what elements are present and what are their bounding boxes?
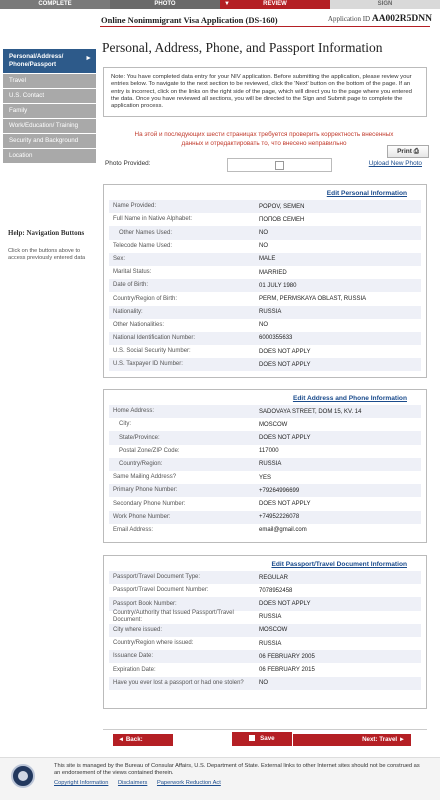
footer-link-paperwork[interactable]: Paperwork Reduction Act [156,780,221,786]
field-value: +79264996699 [259,487,300,494]
field-value: MOSCOW [259,627,288,634]
field-value: RUSSIA [259,461,282,468]
save-icon [249,735,255,741]
sidebar-item-label: Personal/Address/ Phone/Passport [9,53,64,68]
field-label: Email Address: [113,526,154,533]
personal-rows [109,200,421,371]
field-label: Country/Region where issued: [113,640,194,647]
table-row [109,511,421,524]
application-id [328,14,432,24]
table-row [109,650,421,663]
field-value: 6000355633 [259,335,293,342]
russian-instruction: На этой и последующих шести страницах требуется проверить корректность внесенных данных и отредактировать то, что внесено неправильно [134,131,394,147]
step-sign: SIGN [330,0,440,9]
progress-bar [0,0,440,9]
field-value: MOSCOW [259,421,288,428]
field-label: U.S. Taxpayer ID Number: [113,361,183,368]
department-seal-icon [11,764,35,788]
sidebar-item-work-education[interactable]: Work/Education/ Training [3,119,96,134]
field-label: Home Address: [113,408,155,415]
field-value: MARRIED [259,269,287,276]
field-value: 06 FEBRUARY 2015 [259,666,315,673]
field-label: Passport/Travel Document Number: [113,587,209,594]
photo-preview [227,158,332,172]
field-label: Postal Zone/ZIP Code: [119,447,180,454]
field-label: Issuance Date: [113,653,154,660]
app-title: Online Nonimmigrant Visa Application (DS-160) [101,15,278,25]
table-row [109,292,421,305]
field-value: DOES NOT APPLY [259,361,311,368]
table-row [109,431,421,444]
edit-passport-link[interactable]: Edit Passport/Travel Document Information [271,561,407,568]
field-value: 06 FEBRUARY 2005 [259,653,315,660]
sidebar-nav [3,49,96,164]
footer-links [54,780,229,786]
field-label: Work Phone Number: [113,513,171,520]
print-button[interactable] [387,145,429,158]
upload-new-photo-link[interactable]: Upload New Photo [368,160,422,167]
address-rows [109,405,421,537]
edit-personal-link[interactable]: Edit Personal Information [326,190,407,197]
field-value: RUSSIA [259,309,282,316]
field-label: Country/Region of Birth: [113,295,178,302]
table-row [109,405,421,418]
field-label: Secondary Phone Number: [113,500,186,507]
step-complete: COMPLETE [0,0,110,9]
table-row [109,240,421,253]
table-row [109,253,421,266]
table-row [109,226,421,239]
application-id-label: Application ID [327,15,371,23]
printer-icon: ⎙ [413,148,419,155]
field-label: Primary Phone Number: [113,487,178,494]
step-photo: PHOTO [110,0,220,9]
field-label: Other Nationalities: [113,321,165,328]
field-value: MALE [259,256,276,263]
field-label: Telecode Name Used: [113,242,173,249]
address-section [103,389,427,543]
field-value: SADOVAYA STREET, DOM 15, KV. 14 [259,408,362,415]
table-row [109,663,421,676]
table-row [109,484,421,497]
field-value: NO [259,229,268,236]
field-value: DOES NOT APPLY [259,348,311,355]
application-id-value: AA002R5DNN [371,14,432,24]
broken-image-icon [275,161,284,170]
chevron-right-icon: ► [85,55,92,62]
sidebar-item-us-contact[interactable]: U.S. Contact [3,89,96,104]
step-review [220,0,330,9]
field-value: 117000 [259,448,279,455]
field-label: U.S. Social Security Number: [113,348,191,355]
table-row [109,213,421,226]
footer-link-copyright[interactable]: Copyright Information [54,780,109,786]
field-label: Sex: [113,255,126,262]
table-row [109,445,421,458]
field-value: DOES NOT APPLY [259,434,311,441]
field-label: Other Names Used: [119,229,173,236]
save-label: Save [260,735,275,742]
field-label: Same Mailing Address? [113,474,177,481]
field-value: REGULAR [259,574,289,581]
table-row [109,624,421,637]
footer-text: This site is managed by the Bureau of Consular Affairs, U.S. Department of State. External links to other Internet sites should not be construed as an endorsement of the views contained therein. [54,763,420,776]
bottom-navigation [103,729,427,753]
field-label: Country/Region: [119,460,163,467]
field-label: National Identification Number: [113,335,196,342]
field-value: PERM, PERMSKAYA OBLAST, RUSSIA [259,295,367,302]
table-row [109,611,421,624]
field-label: City: [119,421,131,428]
page-title: Personal, Address, Phone, and Passport Information [102,40,383,55]
help-text: Click on the buttons above to access previously entered data [8,248,86,261]
passport-rows [109,571,421,690]
sidebar-item-personal[interactable] [3,49,96,74]
footer [0,757,440,800]
table-row [109,524,421,537]
table-row [109,597,421,610]
table-row [109,497,421,510]
review-note: Note: You have completed data entry for your NIV application. Before submitting the application, please review your entries below. To navigate to the next section to be reviewed, click the 'Next' button on the bottom of the page. If an entry is incorrect, click on the links on the right side of the page, which will direct you to the page where you entered the data. Once you have reviewed all sections, you will be directed to the Sign and Submit page to complete the application process. [103,67,427,117]
table-row [109,319,421,332]
table-row [109,306,421,319]
field-value: POPOV, SEMEN [259,203,305,210]
field-label: Name Provided: [113,203,157,210]
field-label: Country/Authority that Issued Passport/Travel Document: [113,610,234,624]
table-row [109,358,421,371]
table-row [109,471,421,484]
field-label: Passport Book Number: [113,600,177,607]
field-label: Have you ever lost a passport or had one stolen? [113,679,244,686]
print-label: Print [397,148,412,155]
table-row [109,637,421,650]
table-row [109,332,421,345]
field-value: NO [259,243,268,250]
photo-provided-label: Photo Provided: [105,160,151,167]
next-button[interactable]: Next: Travel ► [293,734,411,746]
table-row [109,677,421,690]
field-value: +74952226078 [259,514,300,521]
field-label: Nationality: [113,308,143,315]
sidebar-item-security[interactable]: Security and Background [3,134,96,149]
field-value: email@gmail.com [259,527,307,534]
field-label: City where issued: [113,626,163,633]
personal-section [103,184,427,378]
field-value: NO [259,322,268,329]
field-value: RUSSIA [259,640,282,647]
field-value: ПОПОВ СЕМЕН [259,216,305,223]
field-label: Passport/Travel Document Type: [113,574,201,581]
field-value: 7078952458 [259,587,293,594]
field-value: DOES NOT APPLY [259,500,311,507]
table-row [109,571,421,584]
sidebar-item-travel[interactable]: Travel [3,74,96,89]
table-row [109,266,421,279]
sidebar-item-family[interactable]: Family [3,104,96,119]
field-value: NO [259,680,268,687]
field-value: DOES NOT APPLY [259,600,311,607]
field-label: Marital Status: [113,269,152,276]
current-step-arrow-icon: ▼ [224,1,230,7]
field-value: 01 JULY 1980 [259,282,297,289]
field-label: State/Province: [119,434,160,441]
field-value: YES [259,474,272,481]
table-row [109,200,421,213]
step-review-label: REVIEW [263,1,287,7]
header-divider [100,26,430,27]
table-row [109,458,421,471]
edit-address-link[interactable]: Edit Address and Phone Information [292,395,407,402]
footer-link-disclaimers[interactable]: Disclaimers [117,780,148,786]
table-row [109,279,421,292]
table-row [109,345,421,358]
back-button[interactable]: ◄ Back: [113,734,173,746]
save-button[interactable] [232,732,292,746]
passport-section [103,555,427,709]
table-row [109,418,421,431]
field-label: Expiration Date: [113,666,156,673]
field-label: Full Name in Native Alphabet: [113,216,193,223]
help-title: Help: Navigation Buttons [8,229,85,237]
table-row [109,584,421,597]
field-value: RUSSIA [259,614,282,621]
field-label: Date of Birth: [113,282,149,289]
sidebar-item-location[interactable]: Location [3,149,96,164]
